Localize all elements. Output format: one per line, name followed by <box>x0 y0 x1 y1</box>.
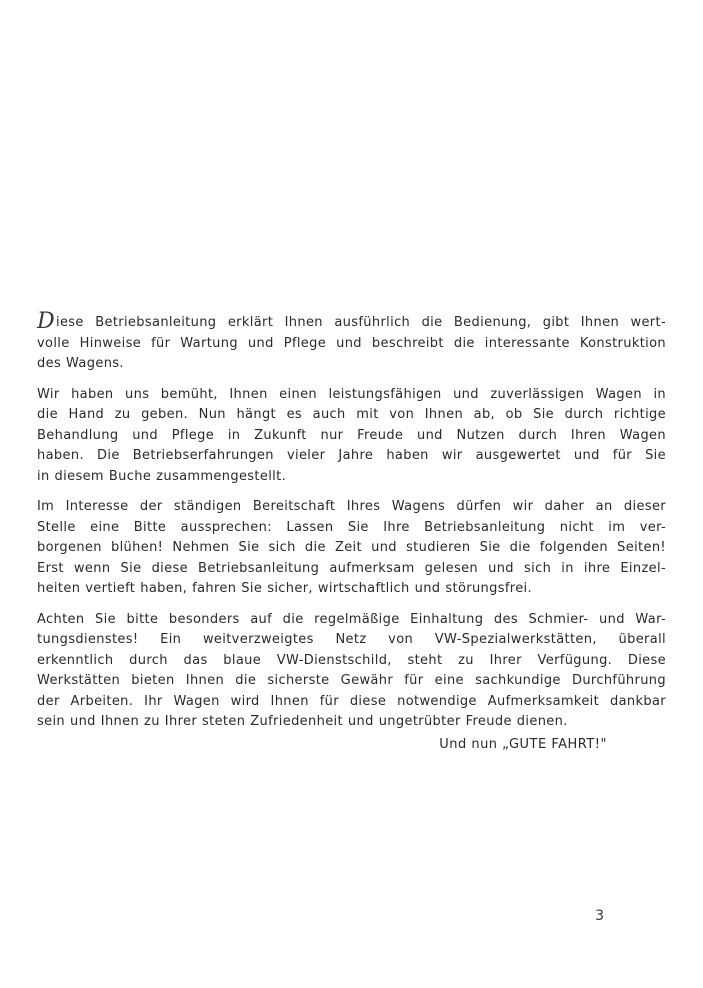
text-line: der Arbeiten. Ihr Wagen wird Ihnen für diese notwendige Aufmerksamkeit dankbar <box>37 693 666 709</box>
text-line: des Wagens. <box>37 356 124 371</box>
page-number: 3 <box>595 908 604 924</box>
text-line: Werkstätten bieten Ihnen die sicherste Gewähr für eine sachkundige Durchführung <box>37 673 666 688</box>
text-line: Im Interesse der ständigen Bereitschaft Ihres Wagens dürfen wir daher an dieser <box>37 499 666 514</box>
decorative-initial: D <box>37 309 55 334</box>
paragraph-2 <box>37 385 666 488</box>
paragraph-4 <box>37 610 666 733</box>
text-line: in diesem Buche zusammengestellt. <box>37 468 287 484</box>
text-line: heiten vertieft haben, fahren Sie sicher, wirtschaftlich und störungsfrei. <box>37 581 532 596</box>
text-line <box>37 309 666 334</box>
text-line: erkenntlich durch das blaue VW-Dienstschild, steht zu Ihrer Verfügung. Diese <box>37 652 666 668</box>
paragraph-3 <box>37 497 666 600</box>
text-line: die Hand zu geben. Nun hängt es auch mit von Ihnen ab, ob Sie durch richtige <box>37 407 666 422</box>
text-line: Achten Sie bitte besonders auf die regelmäßige Einhaltung des Schmier- und War- <box>37 611 666 627</box>
text-line: haben. Die Betriebserfahrungen vieler Jahre haben wir ausgewertet und für Sie <box>37 448 666 463</box>
text-line: borgenen blühen! Nehmen Sie sich die Zeit und studieren Sie die folgenden Seiten! <box>37 540 666 555</box>
text-line: tungsdienstes! Ein weitverzweigtes Netz von VW-Spezialwerkstätten, überall <box>37 632 666 647</box>
text-line: Wir haben uns bemüht, Ihnen einen leistungsfähigen und zuverlässigen Wagen in <box>37 386 666 402</box>
text-line: Behandlung und Pflege in Zukunft nur Freude und Nutzen durch Ihren Wagen <box>37 427 666 443</box>
text-line: sein und Ihnen zu Ihrer steten Zufriedenheit und ungetrübter Freude dienen. <box>37 714 568 729</box>
text-line: volle Hinweise für Wartung und Pflege und beschreibt die interessante Konstruktion <box>37 335 666 351</box>
paragraph-1 <box>37 309 666 375</box>
body-text <box>37 309 666 743</box>
text-line: Stelle eine Bitte aussprechen: Lassen Sie Ihre Betriebsanleitung nicht im ver- <box>37 519 666 535</box>
closing-greeting: Und nun „GUTE FAHRT!" <box>439 737 607 752</box>
text-line-content: iese Betriebsanleitung erklärt Ihnen ausführlich die Bedienung, gibt Ihnen wert- <box>56 315 666 330</box>
text-line: Erst wenn Sie diese Betriebsanleitung aufmerksam gelesen und sich in ihre Einzel- <box>37 560 666 576</box>
